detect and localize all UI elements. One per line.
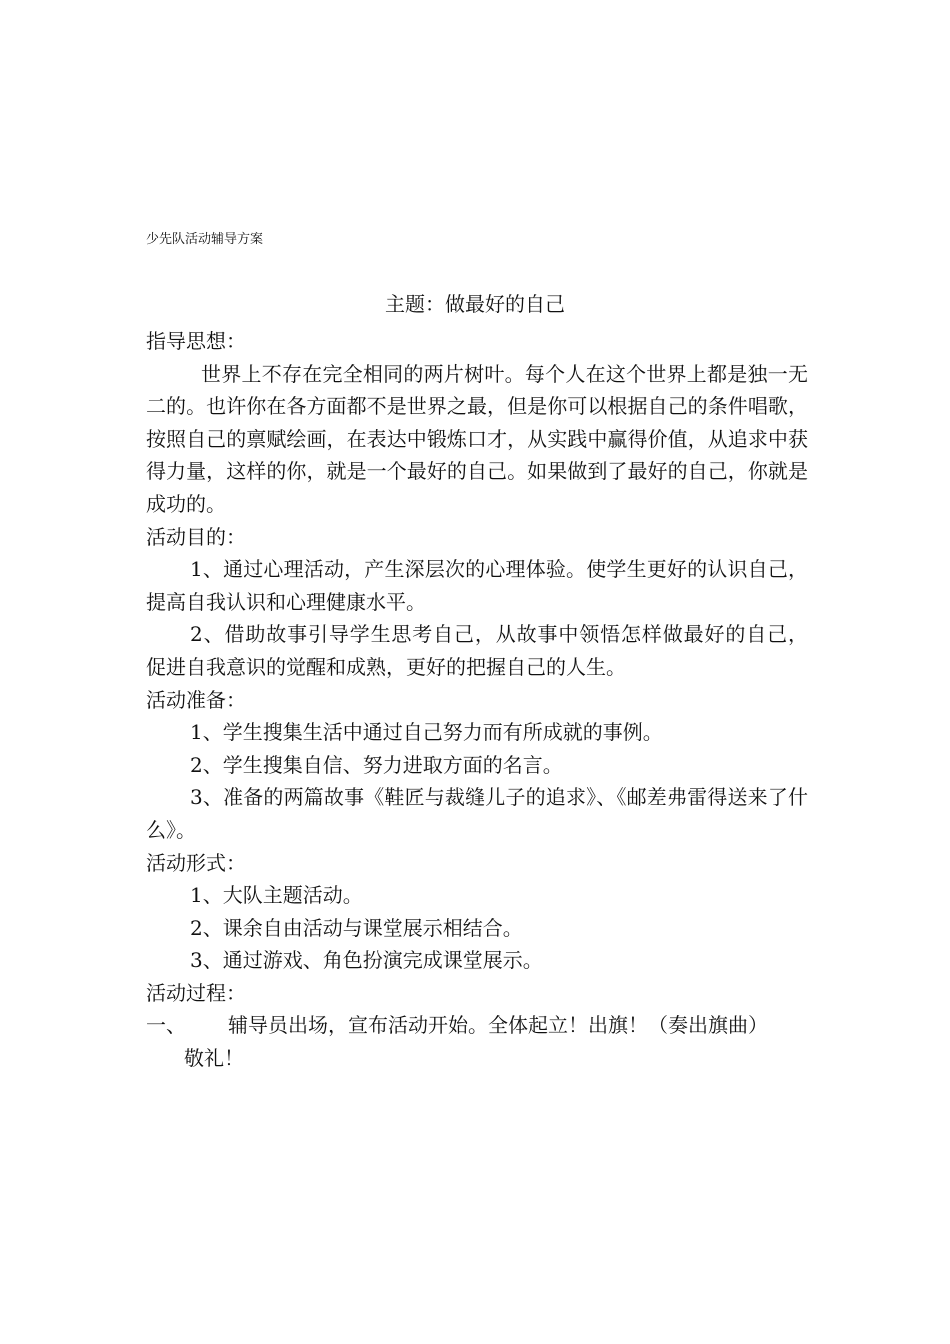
process-step-continuation: 敬礼！ <box>184 1046 244 1071</box>
document-header-note: 少先队活动辅导方案 <box>146 232 264 247</box>
section-heading-process: 活动过程： <box>146 980 246 1005</box>
guiding-paragraph: 世界上不存在完全相同的两片树叶。每个人在这个世界上都是独一无二的。也许你在各方面都不是世界之最，但是你可以根据自己的条件唱歌，按照自己的禀赋绘画，在表达中锻炼口才，从实践中赢得价值，从追求中获得力量，这样的你，就是一个最好的自己。如果做到了最好的自己，你就是成功的。 <box>146 361 808 516</box>
section-heading-form: 活动形式： <box>146 850 246 875</box>
form-item: 1、大队主题活动。 <box>190 883 363 908</box>
purpose-item: 2、借助故事引导学生思考自己，从故事中领悟怎样做最好的自己， 促进自我意识的觉醒和成熟，更好的把握自己的人生。 <box>146 622 808 679</box>
process-step-text: 辅导员出场，宣布活动开始。全体起立！出旗！（奏出旗曲） <box>228 1013 768 1038</box>
form-item: 2、课余自由活动与课堂展示相结合。 <box>190 915 523 940</box>
preparation-item: 3、准备的两篇故事《鞋匠与裁缝儿子的追求》、《邮差弗雷得送来了什么》。 <box>146 785 808 842</box>
section-heading-purpose: 活动目的： <box>146 524 246 549</box>
section-heading-preparation: 活动准备： <box>146 687 246 712</box>
document-title: 主题：做最好的自己 <box>385 292 565 316</box>
form-item: 3、通过游戏、角色扮演完成课堂展示。 <box>190 948 543 973</box>
document-body <box>146 325 808 1075</box>
preparation-item: 1、学生搜集生活中通过自己努力而有所成就的事例。 <box>190 720 663 745</box>
preparation-item: 2、学生搜集自信、努力进取方面的名言。 <box>190 752 563 777</box>
process-step-number: 一、 <box>146 1013 186 1038</box>
purpose-item: 1、通过心理活动，产生深层次的心理体验。使学生更好的认识自己，提高自我认识和心理健康水平。 <box>146 557 808 614</box>
section-heading-guiding: 指导思想： <box>146 329 246 353</box>
process-step <box>146 1009 808 1042</box>
